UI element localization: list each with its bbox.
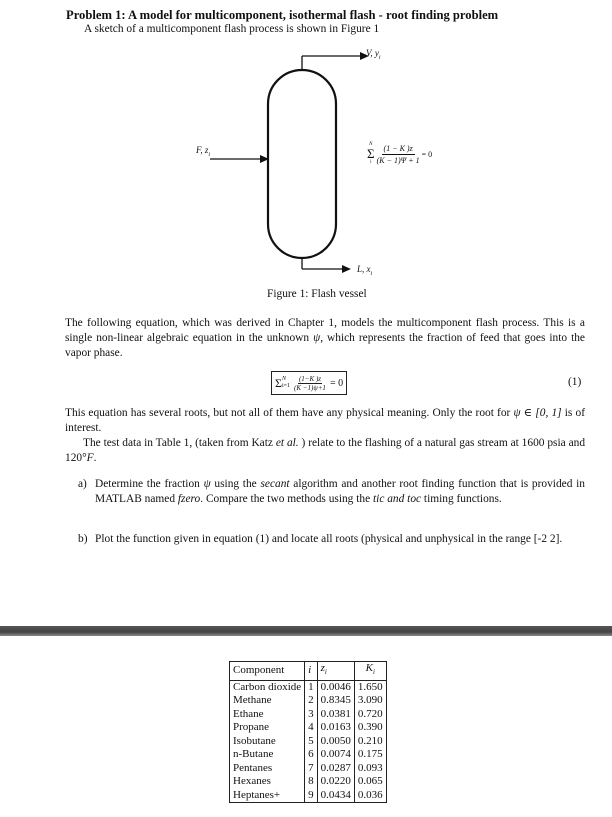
table-header-row (230, 662, 387, 681)
cell-index: 4 (305, 721, 318, 735)
cell-k: 0.036 (354, 789, 386, 803)
cell-component: Carbon dioxide (230, 680, 305, 694)
component-table (229, 661, 387, 803)
cell-z: 0.0046 (317, 680, 354, 694)
figure-caption: Figure 1: Flash vessel (267, 288, 367, 300)
cell-component: Heptanes+ (230, 789, 305, 803)
cell-index: 2 (305, 694, 318, 708)
cell-k: 1.650 (354, 680, 386, 694)
cell-z: 0.0050 (317, 735, 354, 749)
equation-number: (1) (568, 376, 582, 388)
cell-index: 7 (305, 762, 318, 776)
liquid-label: L, $x_i$ (357, 264, 373, 277)
cell-index: 6 (305, 748, 318, 762)
table-row (230, 762, 387, 776)
cell-z: 0.0074 (317, 748, 354, 762)
vessel-outline (268, 70, 336, 258)
header-z: $z_i$ (317, 662, 354, 681)
table-row (230, 789, 387, 803)
task-b-text: Plot the function given in equation (1) and locate all roots (physical and unphysical in the range [-2 2]. (95, 533, 563, 545)
cell-z: 0.0163 (317, 721, 354, 735)
cell-z: 0.8345 (317, 694, 354, 708)
cell-k: 0.175 (354, 748, 386, 762)
cell-component: Propane (230, 721, 305, 735)
table-row (230, 748, 387, 762)
cell-component: n-Butane (230, 748, 305, 762)
cell-index: 9 (305, 789, 318, 803)
table-row (230, 680, 387, 694)
cell-z: 0.0434 (317, 789, 354, 803)
cell-k: 0.720 (354, 708, 386, 722)
cell-k: 0.093 (354, 762, 386, 776)
cell-z: 0.0381 (317, 708, 354, 722)
cell-index: 8 (305, 775, 318, 789)
cell-index: 5 (305, 735, 318, 749)
problem-intro: A sketch of a multicomponent flash process is shown in Figure 1 (84, 23, 380, 35)
page-divider (0, 626, 612, 636)
table-row (230, 735, 387, 749)
cell-k: 0.390 (354, 721, 386, 735)
vapor-label: V, $y_i$ (366, 48, 381, 61)
cell-k: 0.210 (354, 735, 386, 749)
flash-vessel-diagram (180, 42, 480, 282)
cell-component: Isobutane (230, 735, 305, 749)
cell-z: 0.0220 (317, 775, 354, 789)
task-a-text: Determine the fraction ψ using the secant algorithm and another root finding function that is provided in MATLAB named fzero. Compare the two methods using the tic and toc timing functions. (95, 478, 585, 505)
task-b-label: b) (78, 533, 88, 545)
cell-component: Methane (230, 694, 305, 708)
paragraph-model: The following equation, which was derived in Chapter 1, models the multicomponent flash process. This is a single non-linear algebraic equation in the unknown ψ, which represents the fraction of feed that goes into the vapor phase. (65, 317, 585, 359)
table-row (230, 721, 387, 735)
cell-component: Ethane (230, 708, 305, 722)
header-component: Component (230, 662, 305, 681)
paragraph-test-data: The test data in Table 1, (taken from Katz et al. ) relate to the flashing of a natural gas stream at 1600 psia and 120°F. (65, 437, 586, 464)
header-k: $K_i$ (354, 662, 386, 681)
cell-component: Pentanes (230, 762, 305, 776)
table-row (230, 775, 387, 789)
table-row (230, 708, 387, 722)
cell-k: 3.090 (354, 694, 386, 708)
header-index: i (305, 662, 318, 681)
cell-index: 3 (305, 708, 318, 722)
task-a-label: a) (78, 478, 87, 490)
paragraph-roots: This equation has several roots, but not all of them have any physical meaning. Only the root for ψ ∈ [0, 1] is of interest. (65, 407, 585, 434)
table-row (230, 694, 387, 708)
cell-z: 0.0287 (317, 762, 354, 776)
diagram-equation: N Σ i $\frac{(1 - K )z}{(K - 1)\Psi + 1}$ = 0 (367, 142, 433, 165)
cell-component: Hexanes (230, 775, 305, 789)
liquid-arrowhead (342, 265, 351, 273)
feed-label: F, $z_i$ (196, 145, 211, 158)
flash-equation: Σ N i=1 $\frac{(1-K )z}{(K -1)\psi+1}$ = 0 (271, 371, 347, 395)
problem-title: Problem 1: A model for multicomponent, isothermal flash - root finding problem (66, 8, 499, 22)
cell-k: 0.065 (354, 775, 386, 789)
cell-index: 1 (305, 680, 318, 694)
